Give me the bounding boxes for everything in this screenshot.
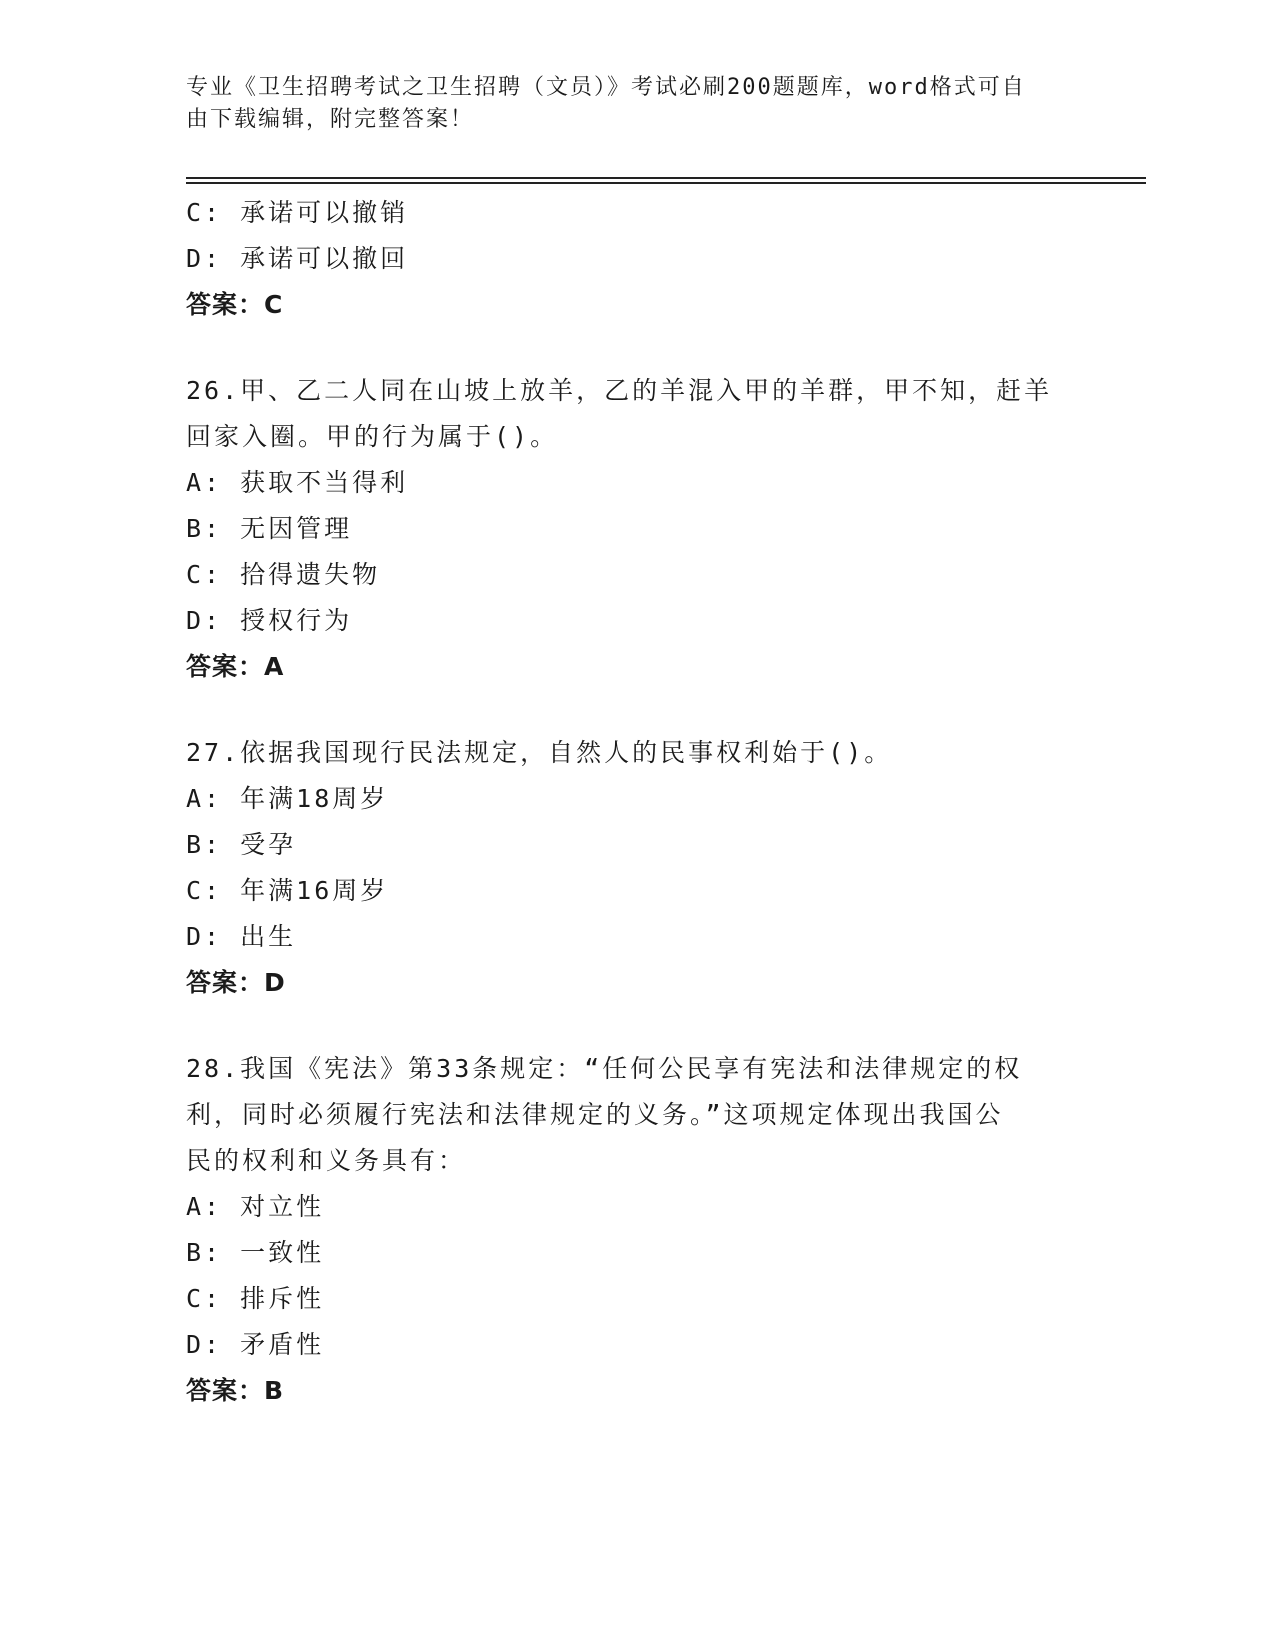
header-divider-top <box>186 177 1146 179</box>
question-25-continued <box>186 190 1086 328</box>
question-26 <box>186 368 1086 690</box>
option-c: C: 承诺可以撤销 <box>186 198 409 227</box>
option-c: C: 年满16周岁 <box>186 876 389 905</box>
option-d: D: 承诺可以撤回 <box>186 244 409 273</box>
header-divider-bottom <box>186 182 1146 184</box>
option-d: D: 矛盾性 <box>186 1330 325 1359</box>
answer-line: 答案：A <box>186 652 285 681</box>
option-a: A: 年满18周岁 <box>186 784 389 813</box>
option-a: A: 对立性 <box>186 1192 325 1221</box>
option-a: A: 获取不当得利 <box>186 468 409 497</box>
question-text-line: 26.甲、乙二人同在山坡上放羊，乙的羊混入甲的羊群，甲不知，赶羊 <box>186 376 1053 405</box>
question-text-line: 回家入圈。甲的行为属于()。 <box>186 422 559 451</box>
question-text-line: 28.我国《宪法》第33条规定：“任何公民享有宪法和法律规定的权 <box>186 1054 1023 1083</box>
answer-line: 答案：C <box>186 290 284 319</box>
option-b: B: 受孕 <box>186 830 297 859</box>
question-text-line: 民的权利和义务具有： <box>186 1146 467 1175</box>
question-text-line: 利，同时必须履行宪法和法律规定的义务。”这项规定体现出我国公 <box>186 1100 1004 1129</box>
option-c: C: 排斥性 <box>186 1284 325 1313</box>
answer-line: 答案：D <box>186 968 286 997</box>
question-27 <box>186 730 1086 1006</box>
option-d: D: 出生 <box>186 922 297 951</box>
answer-line: 答案：B <box>186 1376 285 1405</box>
option-b: B: 一致性 <box>186 1238 325 1267</box>
header-line-2: 由下载编辑，附完整答案！ <box>186 107 475 132</box>
option-d: D: 授权行为 <box>186 606 353 635</box>
question-28 <box>186 1046 1086 1414</box>
document-body <box>186 190 1086 1414</box>
question-text-line: 27.依据我国现行民法规定，自然人的民事权利始于()。 <box>186 738 893 767</box>
option-b: B: 无因管理 <box>186 514 353 543</box>
document-header <box>186 72 1086 136</box>
option-c: C: 拾得遗失物 <box>186 560 381 589</box>
header-line-1: 专业《卫生招聘考试之卫生招聘（文员）》考试必刷200题题库，word格式可自 <box>186 75 1026 100</box>
